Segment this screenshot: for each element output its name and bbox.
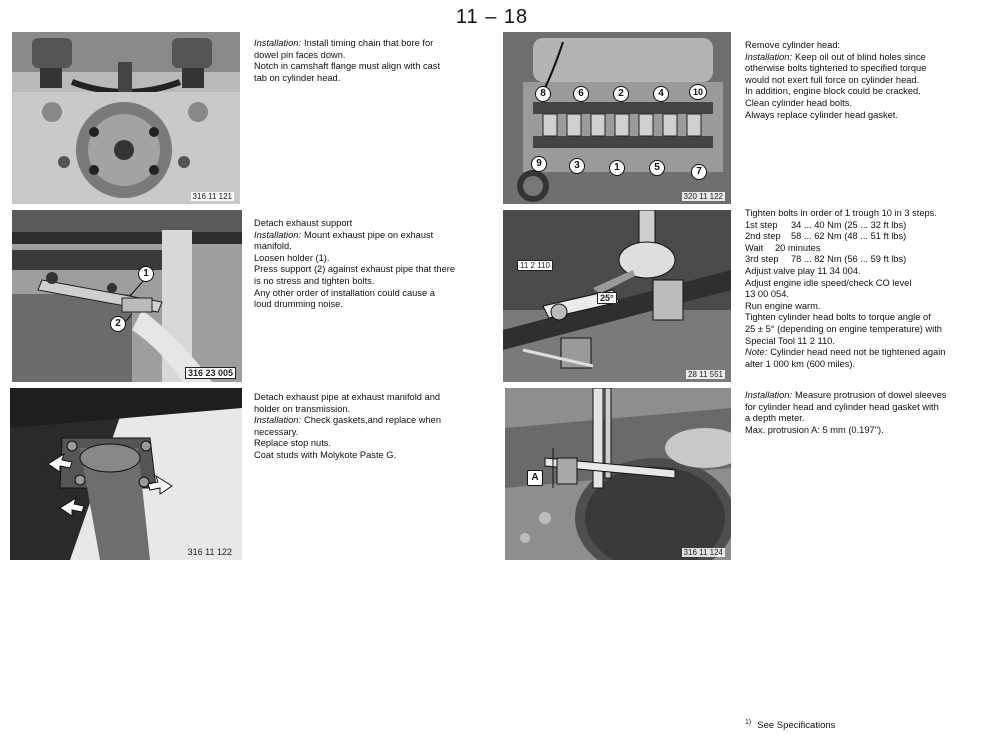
callout-2: 2: [110, 316, 126, 332]
photo-code: 316 11 121: [192, 192, 232, 201]
bolt-callout-2: 2: [613, 86, 629, 102]
note-text: Cylinder head need not be tightened again: [770, 347, 946, 358]
section-title: Detach exhaust support: [254, 218, 353, 228]
section-title: Detach exhaust pipe at exhaust manifold and: [254, 392, 441, 402]
instruction-text: Adjust engine idle speed/check CO level: [745, 277, 912, 288]
callout-1: 1: [138, 266, 154, 282]
instruction-text: Loosen holder (1).: [254, 252, 330, 263]
step-value: 20 minutes: [775, 242, 821, 253]
instruction-text: 25 ± 5° (depending on engine temperature) with: [745, 323, 942, 334]
step-label: 2nd step: [745, 231, 781, 242]
bolt-callout-9: 9: [531, 156, 547, 172]
installation-label: Installation:: [745, 51, 793, 62]
instruction-text: In addition, engine block could be cracked.: [745, 86, 921, 97]
instruction-text: for cylinder head and cylinder head gasket with: [745, 401, 939, 412]
note-line: [745, 347, 945, 359]
installation-label: Installation:: [745, 390, 793, 400]
step-value: 78 ... 82 Nm (56 ... 59 ft lbs): [791, 254, 907, 265]
instruction-text: Run engine warm.: [745, 300, 821, 311]
instruction-text: manifold.: [254, 241, 292, 252]
footnote-marker: 1): [745, 719, 752, 726]
text-exhaust-support: [254, 218, 455, 311]
bolt-callout-6: 6: [573, 86, 589, 102]
installation-label: Installation:: [254, 415, 302, 426]
section-title: holder on transmission.: [254, 403, 351, 414]
torque-step-wait: [745, 243, 945, 255]
photo-torque-angle-tool: [503, 210, 731, 382]
text-dowel-sleeves: [745, 390, 946, 436]
instruction-text: tab on cylinder head.: [254, 72, 341, 83]
callout-a: A: [527, 470, 543, 486]
instruction-text: Check gaskets,and replace when: [304, 415, 441, 426]
instruction-text: Tighten cylinder head bolts to torque angle of: [745, 312, 931, 323]
bolt-callout-5: 5: [649, 160, 665, 176]
instruction-text: Always replace cylinder head gasket.: [745, 109, 898, 120]
bolt-callout-8: 8: [535, 86, 551, 102]
photo-code: 316 23 005: [185, 367, 236, 379]
instruction-text: Measure protrusion of dowel sleeves: [795, 390, 947, 400]
footnote-text: See Specifications: [757, 720, 836, 732]
installation-label: Installation:: [254, 38, 302, 48]
step-label: 3rd step: [745, 254, 779, 265]
instruction-text: Press support (2) against exhaust pipe that there: [254, 264, 456, 275]
bolt-callout-1: 1: [609, 160, 625, 176]
photo-code: 320 11 122: [683, 192, 723, 201]
instruction-text: necessary.: [254, 426, 299, 437]
instruction-line: [254, 415, 441, 427]
bolt-callout-7: 7: [691, 164, 707, 180]
photo-code: 316 11 122: [187, 547, 232, 557]
photo-dowel-sleeve: [505, 388, 731, 560]
step-label: Wait: [745, 242, 764, 253]
page-number: 11 – 18: [455, 6, 529, 28]
torque-step-1: [745, 220, 945, 232]
note-label: Note:: [745, 347, 768, 358]
text-timing-chain: [254, 38, 440, 84]
text-tightening-procedure: [745, 208, 945, 370]
instruction-text: Keep oil out of blind holes since: [795, 51, 926, 62]
torque-step-3: [745, 254, 945, 266]
instruction-text: loud drumming noise.: [254, 299, 343, 310]
tightening-intro: Tighten bolts in order of 1 trough 10 in 3 steps.: [745, 208, 937, 218]
section-title: Remove cylinder head:: [745, 40, 841, 50]
bolt-callout-4: 4: [653, 86, 669, 102]
footnote: [745, 719, 835, 731]
installation-label: Installation:: [254, 229, 302, 240]
photo-code: 28 11 551: [688, 370, 723, 379]
instruction-text: dowel pin faces down.: [254, 49, 346, 60]
instruction-line: [745, 52, 926, 64]
instruction-text: Mount exhaust pipe on exhaust: [304, 229, 434, 240]
photo-exhaust-support: [12, 210, 242, 382]
exhaust-support-illustration: [12, 210, 242, 382]
instruction-line: [254, 38, 440, 50]
torque-angle-illustration: [503, 210, 731, 382]
exhaust-pipe-illustration: [10, 388, 242, 560]
note-text: alter 1 000 km (600 miles).: [745, 358, 856, 369]
instruction-text: Adjust valve play 11 34 004.: [745, 265, 861, 276]
step-value: 34 ... 40 Nm (25 ... 32 ft lbs): [791, 219, 907, 230]
torque-step-2: [745, 231, 945, 243]
instruction-text: Coat studs with Molykote Paste G.: [254, 449, 397, 460]
instruction-text: Install timing chain that bore for: [304, 38, 434, 48]
tool-label: 11 2 110: [517, 260, 553, 271]
photo-exhaust-pipe: [10, 388, 242, 560]
instruction-text: Special Tool 11 2 110.: [745, 335, 835, 346]
instruction-text: Notch in camshaft flange must align with cast: [254, 61, 441, 72]
instruction-line: [254, 230, 455, 242]
instruction-text: Max. protrusion A: 5 mm (0.197").: [745, 424, 884, 435]
instruction-text: would not exert full force on cylinder head.: [745, 74, 920, 85]
instruction-text: Replace stop nuts.: [254, 438, 332, 449]
instruction-text: Clean cylinder head bolts.: [745, 97, 852, 108]
step-value: 58 ... 62 Nm (48 ... 51 ft lbs): [791, 231, 907, 242]
text-cylinder-head: [745, 40, 926, 121]
angle-label: 25°: [597, 292, 617, 304]
step-label: 1st step: [745, 219, 778, 230]
text-exhaust-pipe: [254, 392, 441, 462]
camshaft-flange-illustration: [12, 32, 240, 204]
photo-cylinder-head: [503, 32, 731, 204]
bolt-callout-10: 10: [689, 84, 707, 100]
instruction-text: is no stress and tighten bolts.: [254, 275, 375, 286]
instruction-text: Any other order of installation could cause a: [254, 287, 435, 298]
photo-code: 316 11 124: [683, 548, 723, 557]
instruction-line: [745, 390, 946, 402]
instruction-text: a depth meter.: [745, 413, 805, 424]
instruction-text: 13 00 054.: [745, 289, 789, 300]
bolt-callout-3: 3: [569, 158, 585, 174]
instruction-text: otherwise bolts tightened to specified torque: [745, 63, 927, 74]
photo-camshaft-flange: [12, 32, 240, 204]
